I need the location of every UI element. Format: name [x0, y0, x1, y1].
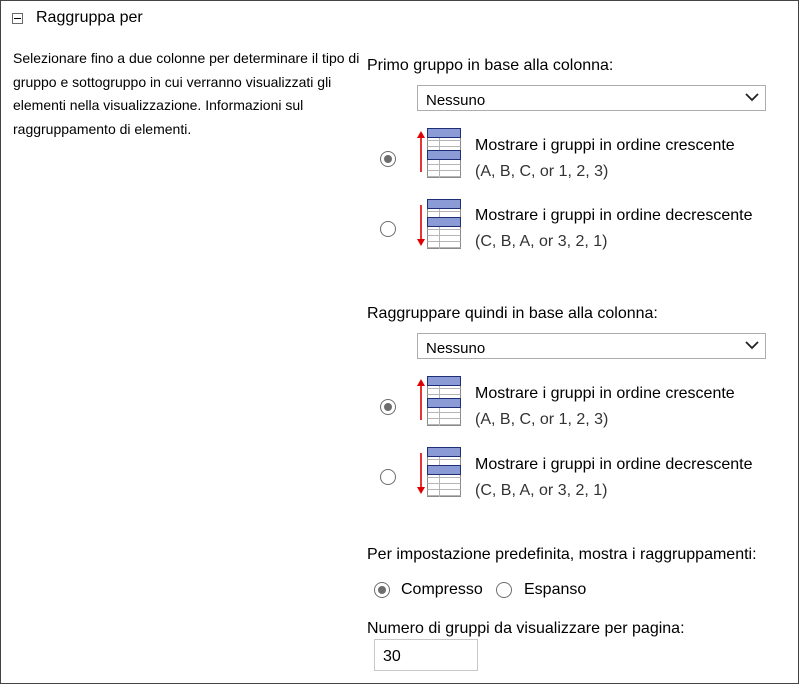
- default-display-label: Per impostazione predefinita, mostra i raggruppamenti:: [367, 546, 757, 563]
- sort-descending-icon: [415, 199, 461, 249]
- expanded-radio[interactable]: [496, 582, 512, 598]
- second-group-desc-hint: (C, B, A, or 3, 2, 1): [475, 482, 608, 499]
- per-page-label: Numero di gruppi da visualizzare per pagina:: [367, 620, 685, 637]
- second-group-asc-label: Mostrare i gruppi in ordine crescente: [475, 385, 735, 402]
- second-group-asc-radio[interactable]: [380, 399, 396, 415]
- second-group-select[interactable]: [417, 333, 766, 359]
- collapse-icon[interactable]: [12, 13, 23, 24]
- first-group-select-value: Nessuno: [426, 92, 486, 109]
- first-group-desc-label: Mostrare i gruppi in ordine decrescente: [475, 207, 753, 224]
- first-group-asc-label: Mostrare i gruppi in ordine crescente: [475, 137, 735, 154]
- first-group-label: Primo gruppo in base alla colonna:: [367, 57, 614, 74]
- first-group-asc-hint: (A, B, C, or 1, 2, 3): [475, 163, 609, 180]
- section-title: Raggruppa per: [36, 9, 143, 26]
- sort-ascending-icon: [415, 128, 461, 178]
- per-page-value: 30: [383, 648, 401, 665]
- chevron-down-icon: [745, 341, 759, 350]
- second-group-label: Raggruppare quindi in base alla colonna:: [367, 305, 658, 322]
- second-group-desc-label: Mostrare i gruppi in ordine decrescente: [475, 456, 753, 473]
- sort-descending-icon: [415, 447, 461, 497]
- chevron-down-icon: [745, 93, 759, 102]
- first-group-desc-radio[interactable]: [380, 221, 396, 237]
- compressed-radio[interactable]: [374, 582, 390, 598]
- per-page-input[interactable]: [374, 639, 478, 671]
- section-description: Selezionare fino a due colonne per determinare il tipo di gruppo e sottogruppo in cui verranno visualizzati gli elementi nella visualizzazione. Informazioni sul raggruppamento di elementi.: [13, 50, 360, 137]
- second-group-desc-radio[interactable]: [380, 469, 396, 485]
- first-group-asc-radio[interactable]: [380, 151, 396, 167]
- first-group-select[interactable]: [417, 85, 766, 111]
- sort-ascending-icon: [415, 376, 461, 426]
- second-group-select-value: Nessuno: [426, 340, 486, 357]
- second-group-asc-hint: (A, B, C, or 1, 2, 3): [475, 411, 609, 428]
- first-group-desc-hint: (C, B, A, or 3, 2, 1): [475, 233, 608, 250]
- compressed-label: Compresso: [401, 581, 483, 598]
- expanded-label: Espanso: [524, 581, 587, 598]
